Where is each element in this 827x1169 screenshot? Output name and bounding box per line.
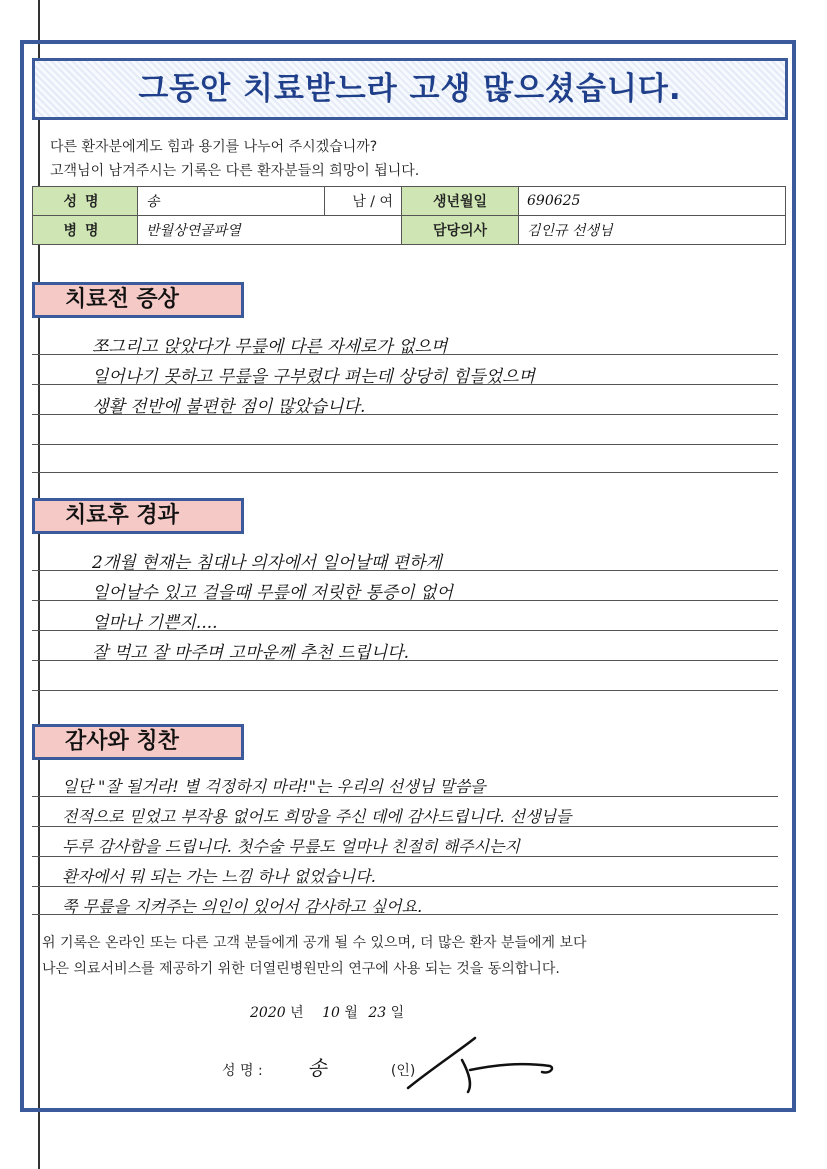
birth-value: 690625	[519, 187, 786, 216]
date-month-unit: 월	[344, 1005, 358, 1021]
rule-line	[32, 472, 778, 473]
consent-line-1: 위 기록은 온라인 또는 다른 고객 분들에게 공개 될 수 있으며, 더 많은 환자 분들에게 보다	[42, 935, 587, 951]
gender-label: 남 / 여	[325, 187, 402, 216]
birth-label: 생년월일	[402, 187, 519, 216]
handwritten-line: 일단 "잘 될거라! 별 걱정하지 마라!"는 우리의 선생님 말씀을	[62, 777, 486, 796]
intro-line-1: 다른 환자분에게도 힘과 용기를 나누어 주시겠습니까?	[50, 139, 378, 155]
rule-line	[32, 444, 778, 445]
seal-mark: (인)	[390, 1063, 416, 1079]
disease-label: 병명	[33, 216, 138, 245]
date-month: 10	[322, 1005, 340, 1021]
disease-value: 반월상연골파열	[138, 216, 402, 245]
name-value: 송	[138, 187, 325, 216]
date-line	[250, 1002, 404, 1022]
doctor-value: 김인규 선생님	[519, 216, 786, 245]
rule-line	[32, 690, 778, 691]
signature-name: 송	[307, 1056, 327, 1080]
handwritten-line: 전적으로 믿었고 부작용 없어도 희망을 주신 데에 감사드립니다. 선생님들	[62, 807, 572, 826]
handwritten-line: 얼마나 기쁜지....	[92, 613, 218, 633]
before-ruled-area	[32, 326, 778, 486]
handwritten-line: 쪼그리고 앉았다가 무릎에 다른 자세로가 없으며	[92, 337, 448, 357]
handwritten-line: 쭉 무릎을 지켜주는 의인이 있어서 감사하고 싶어요.	[62, 897, 423, 916]
page-title: 그동안 치료받느라 고생 많으셨습니다.	[138, 71, 682, 107]
handwritten-line: 일어나기 못하고 무릎을 구부렸다 펴는데 상당히 힘들었으며	[92, 367, 535, 387]
handwritten-line: 잘 먹고 잘 마주며 고마운께 추천 드립니다.	[92, 643, 410, 663]
section-title-after: 치료후 경과	[32, 498, 244, 534]
date-day: 23	[368, 1005, 387, 1021]
section-title-before: 치료전 증상	[32, 282, 244, 318]
section-title-thanks: 감사와 칭찬	[32, 724, 244, 760]
name-label: 성명	[33, 187, 138, 216]
intro-line-2: 고객님이 남겨주시는 기록은 다른 환자분들의 희망이 됩니다.	[50, 163, 420, 179]
date-day-unit: 일	[390, 1005, 405, 1021]
signature-label: 성 명 :	[222, 1063, 263, 1079]
handwritten-line: 환자에서 뭐 되는 가는 느낌 하나 없었습니다.	[62, 867, 376, 886]
title-banner	[32, 58, 788, 120]
consent-line-2: 나은 의료서비스를 제공하기 위한 더열린병원만의 연구에 사용 되는 것을 동의합니다.	[42, 961, 560, 977]
patient-info-table	[32, 186, 786, 245]
handwritten-signature	[400, 1030, 570, 1100]
handwritten-line: 두루 감사함을 드립니다. 첫수술 무릎도 얼마나 친절히 해주시는지	[62, 837, 521, 856]
signature-line	[222, 1052, 415, 1081]
date-year-unit: 년	[290, 1005, 304, 1021]
doctor-label: 담당의사	[402, 216, 519, 245]
date-year: 2020	[250, 1005, 286, 1021]
after-ruled-area	[32, 542, 778, 712]
handwritten-line: 생활 전반에 불편한 점이 많았습니다.	[92, 397, 366, 417]
handwritten-line: 2개월 현재는 침대나 의자에서 일어날때 편하게	[92, 553, 442, 573]
thanks-ruled-area	[32, 768, 778, 928]
handwritten-line: 일어날수 있고 걸을때 무릎에 저릿한 통증이 없어	[92, 583, 453, 603]
